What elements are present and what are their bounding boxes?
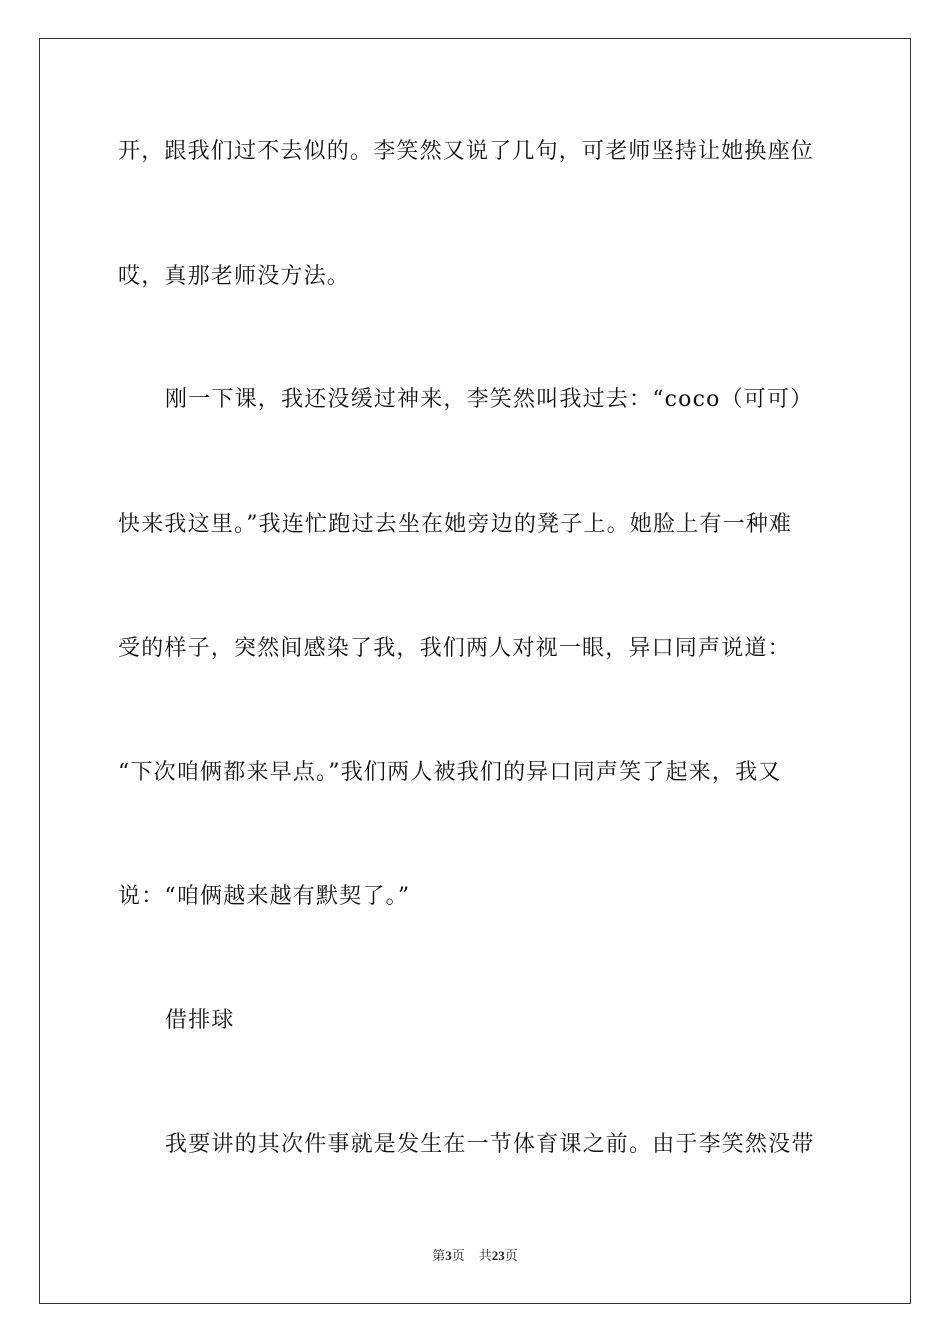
text-line-7: 说：“咱俩越来越有默契了。” [118,884,411,909]
text-line-3: 刚一下课，我还没缓过神来，李笑然叫我过去：“coco（可可） [165,387,814,412]
text-line-2: 哎，真那老师没方法。 [118,264,351,289]
total-prefix: 共 [478,1248,492,1263]
page-number: 3 [445,1248,452,1263]
page-footer [0,1247,950,1265]
text-line-9: 我要讲的其次件事就是发生在一节体育课之前。由于李笑然没带 [165,1132,815,1157]
total-pages: 23 [491,1248,505,1263]
text-line-4: 快来我这里。”我连忙跑过去坐在她旁边的凳子上。她脸上有一种难 [118,512,793,537]
section-heading: 借排球 [165,1008,235,1033]
text-line-5: 受的样子，突然间感染了我，我们两人对视一眼，异口同声说道： [118,636,791,661]
text-line-6: “下次咱俩都来早点。”我们两人被我们的异口同声笑了起来，我又 [118,760,782,785]
total-suffix: 页 [504,1248,518,1263]
page-prefix: 第 [432,1248,446,1263]
page-border [39,38,911,1304]
page-suffix: 页 [451,1248,465,1263]
text-line-1: 开，跟我们过不去似的。李笑然又说了几句，可老师坚持让她换座位 [118,139,815,164]
